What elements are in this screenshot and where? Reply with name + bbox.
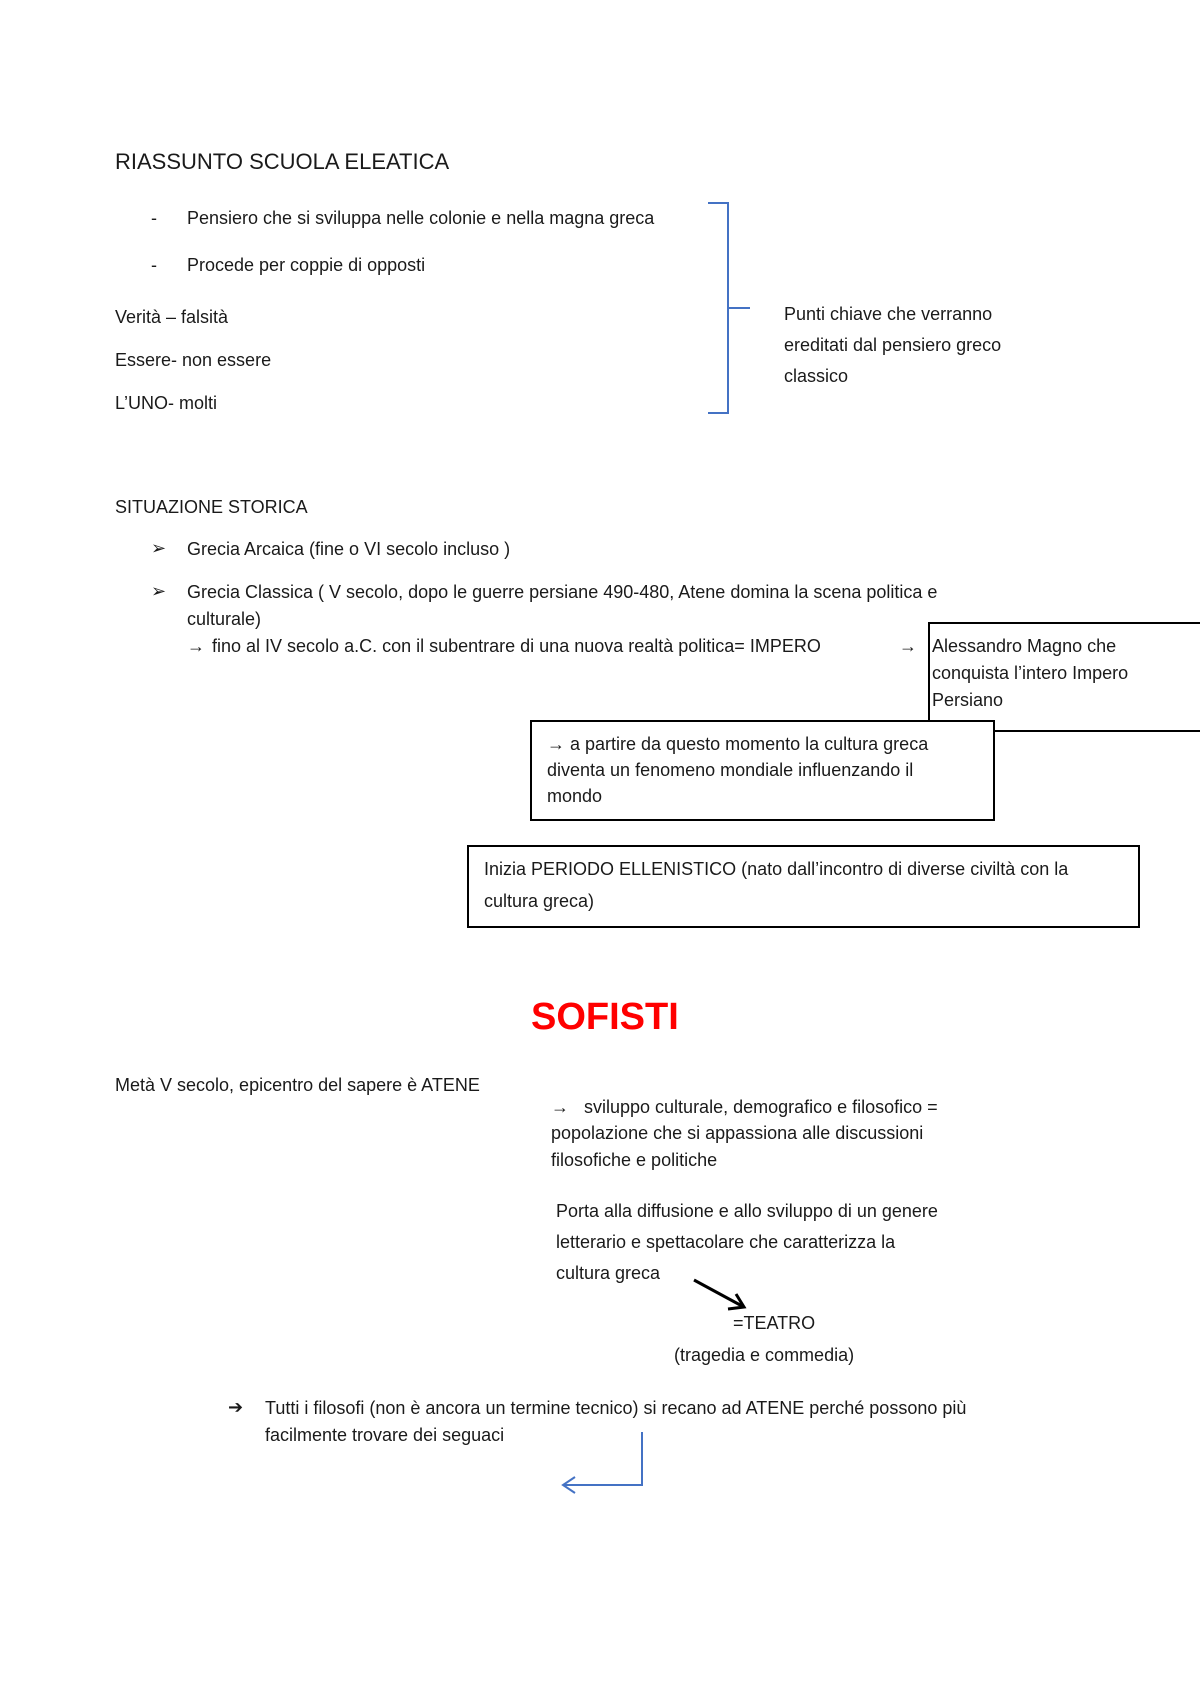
- teatro-label: =TEATRO: [733, 1313, 816, 1333]
- porta-line: letterario e spettacolare che caratterizza la: [556, 1232, 896, 1252]
- dash-marker: -: [151, 208, 157, 228]
- box-line: → a partire da questo momento la cultura greca: [547, 734, 929, 754]
- opposite-pair: L’UNO- molti: [115, 393, 218, 413]
- page-title: RIASSUNTO SCUOLA ELEATICA: [115, 149, 450, 174]
- teatro-subtitle: (tragedia e commedia): [674, 1345, 855, 1365]
- box-line: conquista l’intero Impero: [932, 663, 1129, 683]
- list-item: Procede per coppie di opposti: [187, 255, 426, 275]
- brace-note: classico: [784, 366, 849, 386]
- cultura-box: [530, 720, 995, 821]
- box-line: diventa un fenomeno mondiale influenzando il: [547, 760, 914, 780]
- box-line: cultura greca): [484, 891, 595, 911]
- sviluppo-line: popolazione che si appassiona alle discussioni: [551, 1123, 924, 1143]
- opposite-pair: Essere- non essere: [115, 350, 272, 370]
- sviluppo-line: sviluppo culturale, demografico e filosofico =: [584, 1097, 938, 1117]
- section-title: SOFISTI: [531, 996, 679, 1038]
- arrow-bullet-icon: ➢: [151, 538, 167, 558]
- filosofi-line: facilmente trovare dei seguaci: [265, 1425, 505, 1445]
- right-arrow-icon: →: [899, 636, 917, 656]
- brace-note: Punti chiave che verranno: [784, 304, 993, 324]
- alessandro-box: [928, 622, 1200, 732]
- sviluppo-line: filosofiche e politiche: [551, 1150, 718, 1170]
- porta-line: Porta alla diffusione e allo sviluppo di un genere: [556, 1201, 938, 1221]
- followup-text: fino al IV secolo a.C. con il subentrare di una nuova realtà politica= IMPERO: [212, 636, 821, 656]
- section-heading: SITUAZIONE STORICA: [115, 497, 308, 517]
- ellenistico-box: [467, 845, 1140, 928]
- right-arrow-icon: →: [187, 636, 205, 656]
- list-item: Grecia Classica ( V secolo, dopo le guerre persiane 490-480, Atene domina la scena politica e: [187, 582, 938, 602]
- box-line: mondo: [547, 786, 603, 806]
- list-item: Grecia Arcaica (fine o VI secolo incluso ): [187, 539, 511, 559]
- teatro-arrow-line: [694, 1280, 742, 1306]
- brace-note: ereditati dal pensiero greco: [784, 335, 1002, 355]
- box-line: Persiano: [932, 690, 1004, 710]
- box-line: Alessandro Magno che: [932, 636, 1117, 656]
- box-line: Inizia PERIODO ELLENISTICO (nato dall’incontro di diverse civiltà con la: [484, 859, 1069, 879]
- filosofi-line: Tutti i filosofi (non è ancora un termine tecnico) si recano ad ATENE perché possono più: [265, 1398, 967, 1418]
- opposite-pair: Verità – falsità: [115, 307, 229, 327]
- porta-line: cultura greca: [556, 1263, 661, 1283]
- arrow-bullet-icon: ➢: [151, 581, 167, 601]
- dash-marker: -: [151, 255, 157, 275]
- right-brace-shape: [708, 203, 750, 413]
- list-item: Pensiero che si sviluppa nelle colonie e nella magna greca: [187, 208, 655, 228]
- intro-text: Metà V secolo, epicentro del sapere è ATENE: [115, 1075, 480, 1095]
- right-arrow-icon: →: [551, 1097, 569, 1117]
- bold-arrow-icon: ➔: [228, 1397, 244, 1417]
- list-item-continuation: culturale): [187, 609, 262, 629]
